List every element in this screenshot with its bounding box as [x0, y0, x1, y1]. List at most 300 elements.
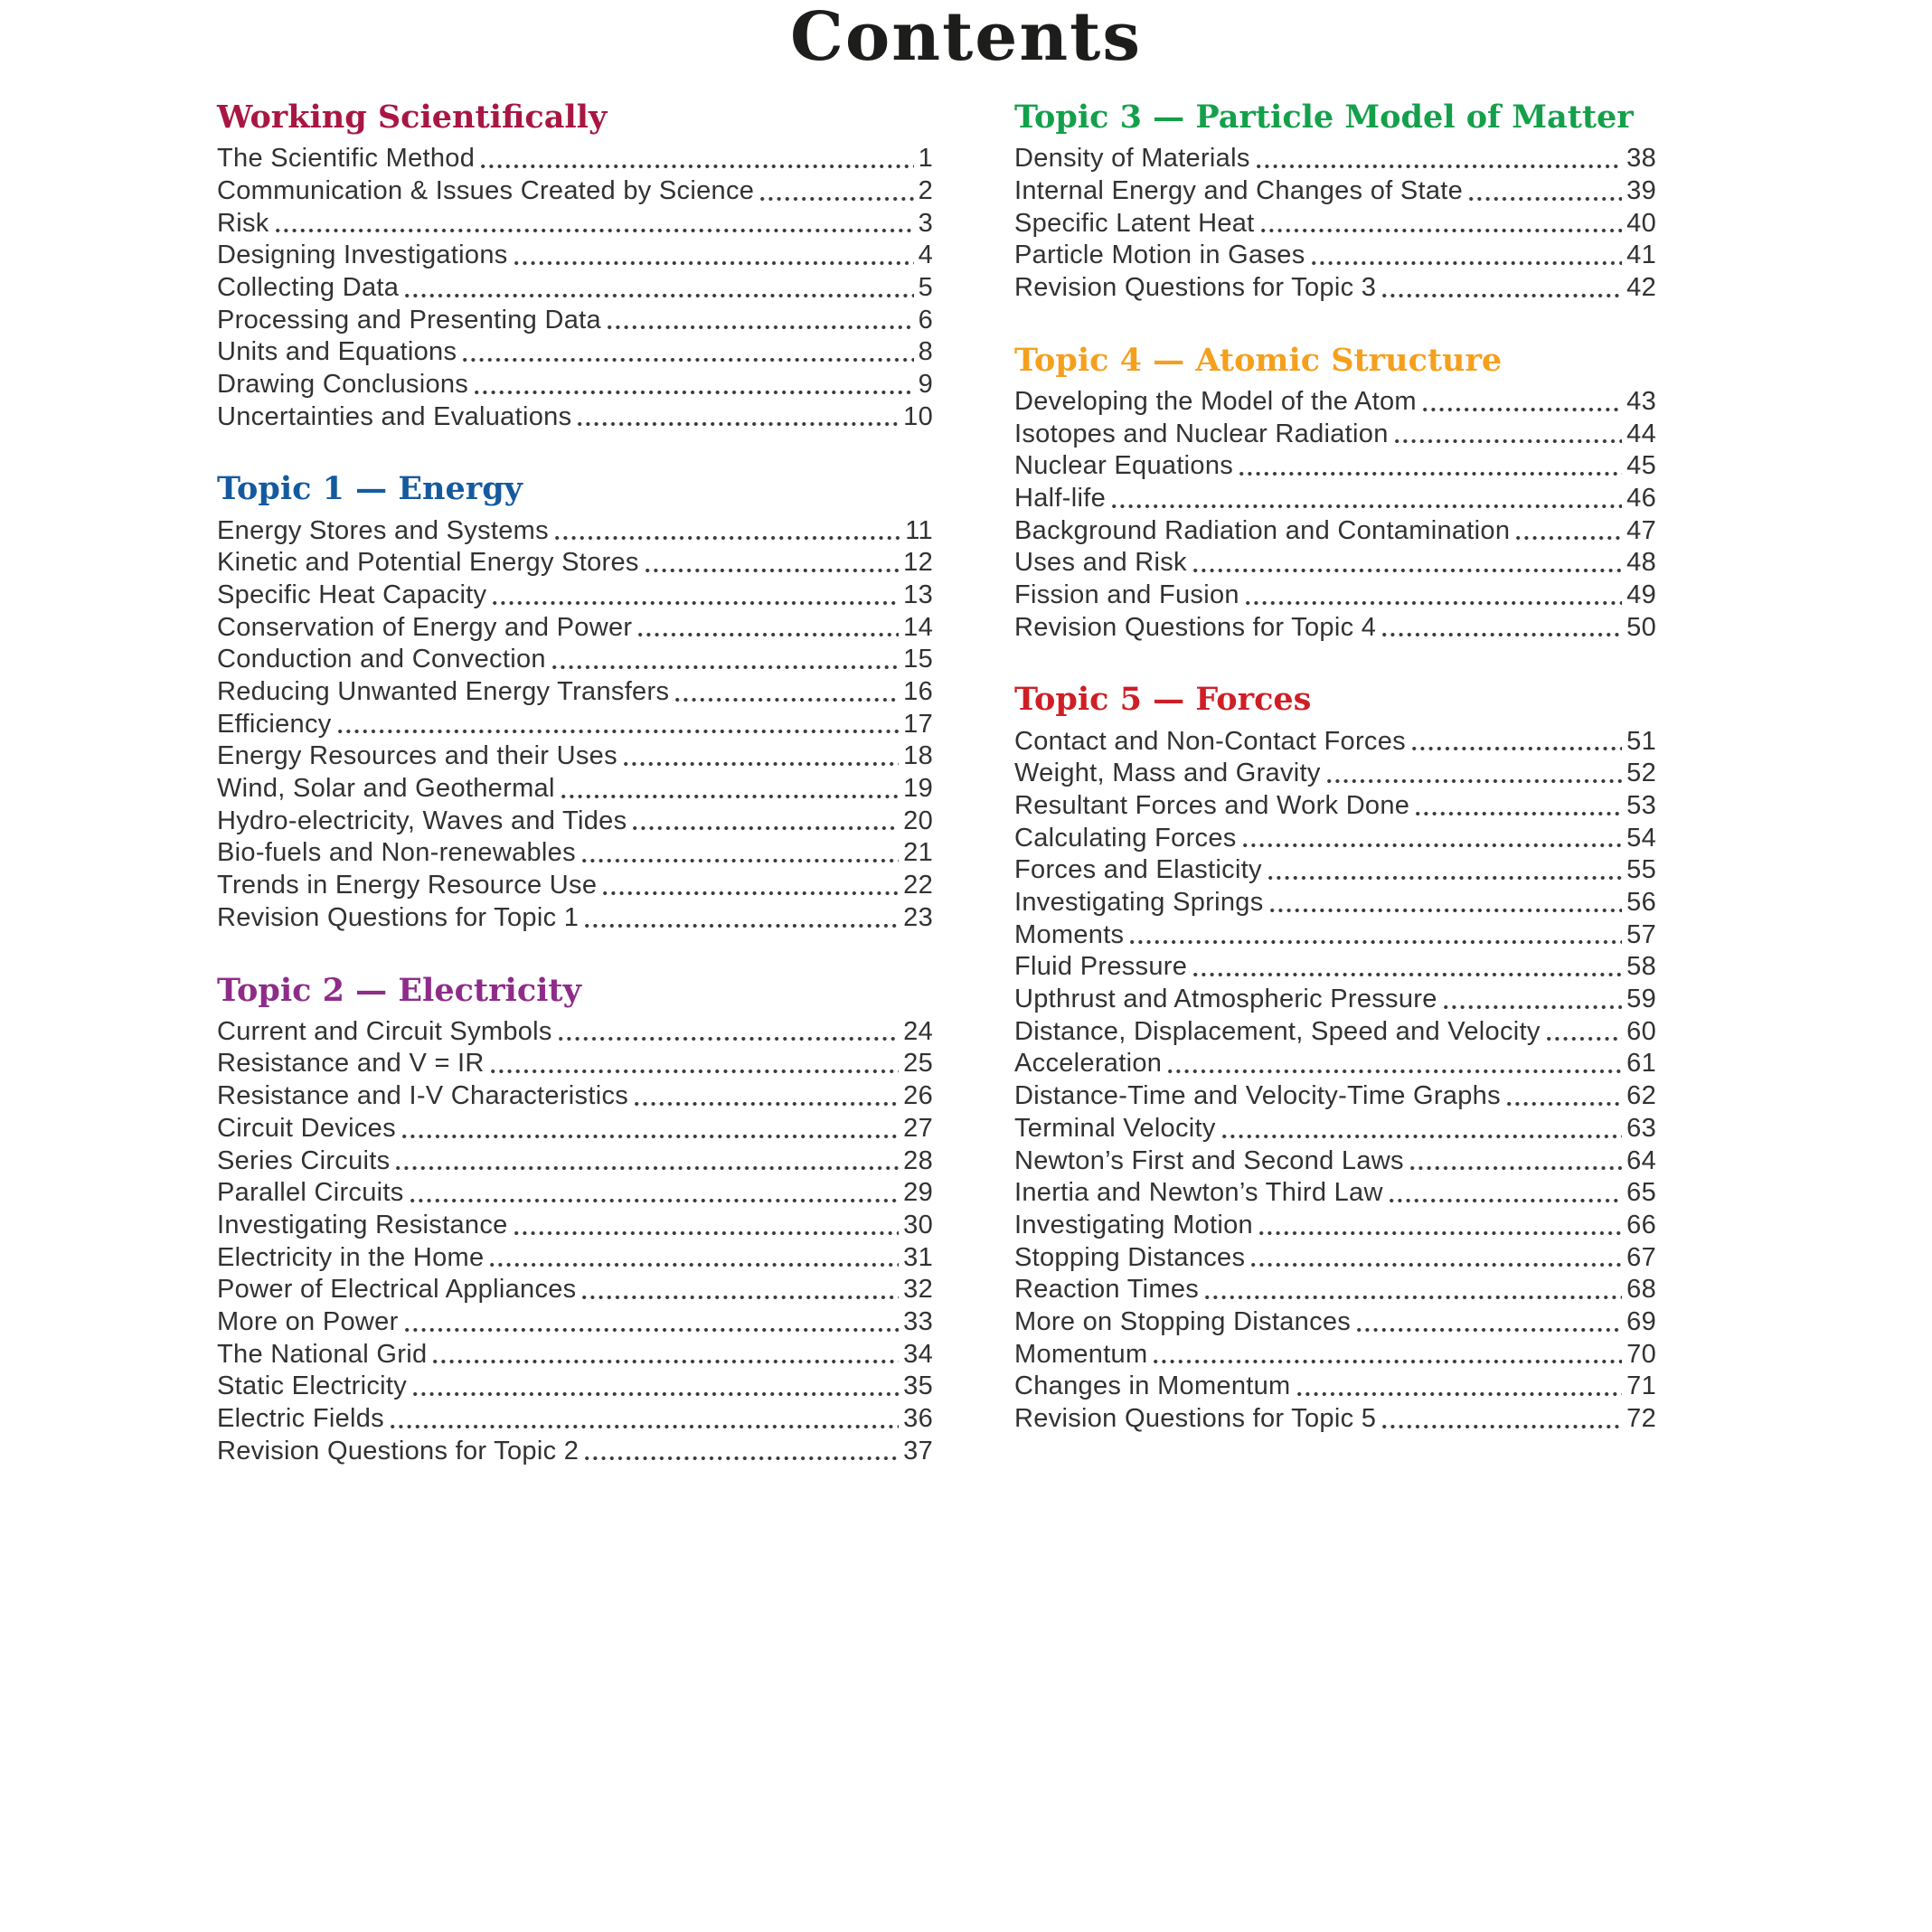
toc-entry-page: 68: [1626, 1275, 1656, 1305]
toc-entry-page: 36: [903, 1404, 933, 1434]
dot-leader: [1270, 908, 1623, 913]
dot-leader: [1423, 407, 1622, 412]
toc-entry: [1014, 450, 1656, 483]
page-title: Contents: [790, 0, 1142, 76]
toc-entry: [217, 240, 933, 272]
dot-leader: [1193, 972, 1622, 977]
toc-entry-label: Developing the Model of the Atom: [1014, 386, 1417, 416]
toc-entry: [1014, 984, 1656, 1016]
toc-entry-page: 23: [903, 902, 933, 932]
section-heading: Working Scientifically: [217, 98, 608, 136]
toc-entry-label: Density of Materials: [1014, 144, 1250, 174]
toc-entry: [217, 870, 933, 902]
toc-entry-label: Forces and Elasticity: [1014, 855, 1262, 885]
section-heading: Topic 3 — Particle Model of Matter: [1014, 98, 1634, 136]
dot-leader: [635, 1101, 899, 1107]
toc-entry-page: 31: [903, 1242, 933, 1272]
toc-entry: [217, 1113, 933, 1145]
toc-entry-page: 13: [903, 580, 933, 609]
toc-entry: [217, 1016, 933, 1049]
toc-entry-label: Background Radiation and Contamination: [1014, 515, 1511, 545]
dot-leader: [405, 293, 913, 298]
toc-entry-page: 53: [1626, 790, 1656, 820]
toc-entry-page: 55: [1626, 855, 1656, 885]
toc-entry: [217, 612, 933, 645]
toc-entry: [217, 902, 933, 935]
toc-entry: [217, 175, 933, 208]
toc-entry-page: 48: [1626, 548, 1656, 578]
toc-entry-page: 12: [903, 548, 933, 578]
dot-leader: [633, 825, 899, 831]
toc-entry-page: 69: [1626, 1306, 1656, 1336]
toc-entry: [217, 1177, 933, 1210]
dot-leader: [1222, 1134, 1622, 1139]
toc-entry-label: More on Power: [217, 1306, 399, 1336]
toc-entry: [217, 515, 933, 548]
dot-leader: [1469, 196, 1622, 202]
dot-leader: [1327, 778, 1622, 784]
toc-entry: [1014, 240, 1656, 272]
toc-entry-label: Resultant Forces and Work Done: [1014, 790, 1410, 820]
toc-entry-page: 20: [903, 806, 933, 835]
toc-entry-label: Revision Questions for Topic 4: [1014, 612, 1377, 642]
toc-entry-label: Collecting Data: [217, 272, 400, 302]
toc-entry: [1014, 419, 1656, 451]
dot-leader: [1259, 1230, 1622, 1236]
toc-entry-page: 1: [918, 144, 933, 174]
toc-entry: [217, 1339, 933, 1371]
dot-leader: [405, 1327, 900, 1333]
toc-entry-label: Newton’s First and Second Laws: [1014, 1145, 1404, 1175]
toc-entry-page: 27: [903, 1113, 933, 1143]
toc-entry: [1014, 208, 1656, 240]
toc-entry-page: 65: [1626, 1178, 1656, 1208]
dot-leader: [582, 1295, 899, 1300]
toc-entry-label: Isotopes and Nuclear Radiation: [1014, 419, 1389, 448]
toc-entry: [1014, 919, 1656, 952]
toc-entry-label: More on Stopping Distances: [1014, 1306, 1352, 1336]
dot-leader: [391, 1424, 899, 1429]
toc-entry: [1014, 726, 1656, 759]
dot-leader: [1297, 1391, 1623, 1397]
toc-entry-page: 9: [918, 369, 933, 399]
dot-leader: [1507, 1101, 1622, 1107]
toc-entry-label: Parallel Circuits: [217, 1178, 404, 1208]
toc-entry-page: 60: [1626, 1016, 1656, 1046]
dot-leader: [413, 1391, 899, 1397]
toc-entry: [217, 272, 933, 305]
toc-entry: [217, 208, 933, 240]
toc-entry-label: Uncertainties and Evaluations: [217, 401, 572, 431]
toc-entry-page: 21: [903, 838, 933, 868]
toc-entry-label: Investigating Motion: [1014, 1210, 1253, 1239]
toc-entry-label: Power of Electrical Appliances: [217, 1275, 577, 1305]
toc-entry: [217, 773, 933, 806]
toc-entry-label: Kinetic and Potential Energy Stores: [217, 548, 639, 578]
toc-entry-label: Resistance and V = IR: [217, 1049, 485, 1079]
toc-entry-label: Terminal Velocity: [1014, 1113, 1216, 1143]
toc-entry-page: 37: [903, 1436, 933, 1465]
toc-entry-label: Nuclear Equations: [1014, 451, 1234, 481]
dot-leader: [1382, 293, 1622, 298]
dot-leader: [475, 390, 913, 395]
dot-leader: [491, 1069, 899, 1074]
toc-entry-label: Bio-fuels and Non-renewables: [217, 838, 576, 868]
dot-leader: [555, 535, 900, 541]
toc-entry-page: 41: [1626, 240, 1656, 270]
dot-leader: [1516, 535, 1622, 541]
toc-entry-label: Calculating Forces: [1014, 823, 1237, 853]
toc-entry-label: Acceleration: [1014, 1049, 1163, 1079]
toc-entry-page: 26: [903, 1081, 933, 1111]
toc-entry-page: 3: [918, 208, 933, 238]
dot-leader: [514, 1230, 900, 1236]
toc-entry-page: 6: [918, 305, 933, 335]
dot-leader: [1390, 1198, 1622, 1203]
toc-entry: [217, 1048, 933, 1080]
dot-leader: [1168, 1069, 1622, 1074]
toc-entry-page: 32: [903, 1275, 933, 1305]
toc-entry-label: Trends in Energy Resource Use: [217, 871, 598, 900]
toc-entry: [217, 1080, 933, 1113]
toc-section: [217, 471, 933, 934]
dot-leader: [1410, 1165, 1622, 1171]
toc-entry: [1014, 951, 1656, 984]
toc-entry-label: Hydro-electricity, Waves and Tides: [217, 806, 627, 835]
toc-entry-page: 38: [1626, 144, 1656, 174]
toc-entry-page: 39: [1626, 175, 1656, 205]
toc-entry-page: 57: [1626, 919, 1656, 949]
toc-entry: [1014, 790, 1656, 823]
toc-entry-page: 2: [918, 175, 933, 205]
toc-entry-label: Upthrust and Atmospheric Pressure: [1014, 985, 1437, 1014]
toc-entry-label: Current and Circuit Symbols: [217, 1016, 552, 1046]
toc-entry-page: 50: [1626, 612, 1656, 642]
toc-entry-page: 42: [1626, 272, 1656, 302]
dot-leader: [578, 421, 899, 427]
toc-entry: [1014, 1080, 1656, 1113]
toc-entry-label: Half-life: [1014, 483, 1106, 513]
toc-entry-page: 8: [918, 337, 933, 367]
dot-leader: [1246, 600, 1622, 606]
toc-entry-label: Specific Heat Capacity: [217, 580, 487, 609]
toc-section: [1014, 343, 1656, 645]
toc-section: [217, 99, 933, 433]
toc-entry: [217, 709, 933, 741]
toc-entry: [1014, 612, 1656, 645]
dot-leader: [1239, 471, 1622, 476]
toc-entry-label: Particle Motion in Gases: [1014, 240, 1305, 270]
dot-leader: [638, 632, 899, 637]
toc-entry: [217, 644, 933, 676]
section-heading: Topic 4 — Atomic Structure: [1014, 341, 1503, 379]
toc-entry: [1014, 580, 1656, 612]
dot-leader: [1416, 811, 1622, 816]
toc-entry: [1014, 1048, 1656, 1080]
toc-entry-page: 18: [903, 741, 933, 771]
toc-entry-page: 70: [1626, 1339, 1656, 1369]
toc-entry: [1014, 1113, 1656, 1145]
toc-entry-label: Conduction and Convection: [217, 645, 546, 674]
dot-leader: [1382, 1424, 1622, 1429]
dot-leader: [1268, 875, 1622, 881]
toc-entry: [1014, 1145, 1656, 1178]
dot-leader: [1444, 1004, 1622, 1010]
toc-entry: [217, 740, 933, 773]
toc-section: [217, 973, 933, 1468]
toc-entry-label: Communication & Issues Created by Science: [217, 175, 755, 205]
toc-entry: [1014, 1339, 1656, 1371]
toc-entry-page: 40: [1626, 208, 1656, 238]
toc-entry-page: 64: [1626, 1145, 1656, 1175]
toc-entry-label: Drawing Conclusions: [217, 369, 469, 399]
toc-entry-label: Energy Stores and Systems: [217, 515, 549, 545]
toc-entry: [217, 1242, 933, 1275]
section-heading: Topic 5 — Forces: [1014, 681, 1312, 719]
dot-leader: [603, 891, 899, 896]
toc-entry: [1014, 1210, 1656, 1242]
toc-entry: [1014, 175, 1656, 208]
toc-entry-page: 63: [1626, 1113, 1656, 1143]
toc-entry-page: 4: [918, 240, 933, 270]
toc-entry-page: 30: [903, 1210, 933, 1239]
dot-leader: [463, 357, 913, 363]
toc-entry-label: Investigating Resistance: [217, 1210, 508, 1239]
dot-leader: [1395, 438, 1623, 444]
toc-entry-label: Designing Investigations: [217, 240, 508, 270]
dot-leader: [1312, 260, 1623, 266]
toc-entry: [1014, 1016, 1656, 1049]
toc-entry-label: Uses and Risk: [1014, 548, 1187, 578]
dot-leader: [561, 794, 899, 799]
toc-entry-label: Reaction Times: [1014, 1275, 1200, 1305]
toc-entry-page: 47: [1626, 515, 1656, 545]
dot-leader: [402, 1134, 899, 1139]
toc-entry-label: Resistance and I-V Characteristics: [217, 1081, 629, 1111]
dot-leader: [1112, 504, 1622, 509]
toc-entry: [217, 806, 933, 838]
toc-entry: [217, 547, 933, 580]
toc-entry-page: 16: [903, 677, 933, 707]
toc-entry-page: 17: [903, 709, 933, 739]
toc-entry: [1014, 1274, 1656, 1306]
toc-entry-label: Revision Questions for Topic 5: [1014, 1404, 1377, 1434]
toc-entry-page: 72: [1626, 1404, 1656, 1434]
toc-entry-label: Changes in Momentum: [1014, 1371, 1291, 1401]
toc-entry-page: 58: [1626, 952, 1656, 982]
toc-entry-page: 22: [903, 871, 933, 900]
toc-entry: [217, 305, 933, 337]
dot-leader: [675, 697, 899, 702]
dot-leader: [1382, 632, 1622, 637]
dot-leader: [1357, 1327, 1622, 1333]
toc-entry: [217, 336, 933, 369]
toc-entry: [217, 837, 933, 870]
toc-entry: [1014, 515, 1656, 548]
dot-leader: [585, 923, 899, 928]
toc-entry-label: Revision Questions for Topic 1: [217, 902, 580, 932]
dot-leader: [1251, 1262, 1622, 1268]
toc-entry-label: Fission and Fusion: [1014, 580, 1239, 609]
toc-entry: [1014, 1306, 1656, 1339]
dot-leader: [582, 858, 899, 863]
toc-entry-label: Processing and Presenting Data: [217, 305, 601, 335]
dot-leader: [410, 1198, 900, 1203]
toc-entry-page: 14: [903, 612, 933, 642]
toc-entry: [217, 369, 933, 401]
dot-leader: [1130, 939, 1622, 945]
toc-entry-page: 45: [1626, 451, 1656, 481]
toc-entry: [1014, 547, 1656, 580]
toc-entry-page: 43: [1626, 386, 1656, 416]
toc-entry-label: Distance, Displacement, Speed and Velocity: [1014, 1016, 1541, 1046]
dot-leader: [760, 196, 913, 202]
dot-leader: [646, 568, 899, 573]
toc-entry-page: 54: [1626, 823, 1656, 853]
dot-leader: [396, 1165, 899, 1171]
toc-entry-label: Contact and Non-Contact Forces: [1014, 726, 1406, 756]
toc-entry: [1014, 758, 1656, 790]
toc-entry-page: 5: [918, 272, 933, 302]
toc-entry-label: Efficiency: [217, 709, 332, 739]
toc-entry: [1014, 143, 1656, 175]
toc-entry-page: 71: [1626, 1371, 1656, 1401]
toc-section: [1014, 99, 1656, 305]
toc-entry-page: 35: [903, 1371, 933, 1401]
toc-entry-label: Series Circuits: [217, 1145, 391, 1175]
toc-entry-label: Reducing Unwanted Energy Transfers: [217, 677, 670, 707]
toc-entry-page: 49: [1626, 580, 1656, 609]
dot-leader: [1205, 1295, 1622, 1300]
toc-entry-page: 62: [1626, 1081, 1656, 1111]
toc-entry: [217, 1274, 933, 1306]
dot-leader: [1412, 746, 1622, 751]
toc-entry: [1014, 483, 1656, 515]
toc-entry-label: Circuit Devices: [217, 1113, 396, 1143]
column-left: [217, 99, 933, 1468]
toc-columns: [0, 99, 1932, 1468]
toc-entry-label: Units and Equations: [217, 337, 457, 367]
toc-entry-label: Momentum: [1014, 1339, 1148, 1369]
toc-entry: [217, 1145, 933, 1178]
toc-entry-label: The National Grid: [217, 1339, 428, 1369]
dot-leader: [585, 1456, 899, 1461]
dot-leader: [1257, 164, 1622, 169]
toc-entry-page: 11: [905, 515, 933, 545]
toc-entry: [217, 1210, 933, 1242]
dot-leader: [1193, 568, 1622, 573]
toc-entry-label: Investigating Springs: [1014, 888, 1264, 918]
toc-entry-label: Internal Energy and Changes of State: [1014, 175, 1464, 205]
toc-entry-page: 33: [903, 1306, 933, 1336]
toc-entry-label: The Scientific Method: [217, 144, 476, 174]
toc-entry-page: 34: [903, 1339, 933, 1369]
toc-entry-label: Energy Resources and their Uses: [217, 741, 617, 771]
toc-entry: [1014, 1242, 1656, 1275]
toc-entry-page: 46: [1626, 483, 1656, 513]
toc-entry: [217, 401, 933, 434]
toc-entry: [1014, 823, 1656, 855]
toc-entry-label: Electricity in the Home: [217, 1242, 485, 1272]
toc-entry: [1014, 887, 1656, 919]
section-heading: Topic 2 — Electricity: [217, 971, 581, 1009]
toc-entry-page: 59: [1626, 985, 1656, 1014]
toc-entry-page: 29: [903, 1178, 933, 1208]
toc-entry-label: Distance-Time and Velocity-Time Graphs: [1014, 1081, 1501, 1111]
toc-entry-label: Revision Questions for Topic 3: [1014, 272, 1377, 302]
toc-entry-page: 52: [1626, 759, 1656, 788]
toc-entry-label: Moments: [1014, 919, 1125, 949]
dot-leader: [1261, 228, 1623, 233]
toc-entry: [1014, 854, 1656, 887]
toc-entry-label: Risk: [217, 208, 269, 238]
dot-leader: [433, 1359, 899, 1364]
toc-entry: [217, 1403, 933, 1436]
toc-entry: [1014, 1371, 1656, 1403]
toc-entry-page: 44: [1626, 419, 1656, 448]
dot-leader: [276, 228, 914, 233]
toc-section: [1014, 682, 1656, 1435]
toc-entry-page: 61: [1626, 1049, 1656, 1079]
toc-entry: [1014, 272, 1656, 305]
toc-entry-label: Weight, Mass and Gravity: [1014, 759, 1321, 788]
toc-entry-page: 56: [1626, 888, 1656, 918]
toc-entry: [217, 1436, 933, 1468]
toc-entry-page: 15: [903, 645, 933, 674]
dot-leader: [1243, 843, 1623, 848]
toc-entry-page: 67: [1626, 1242, 1656, 1272]
column-right: [1014, 99, 1656, 1468]
toc-entry: [217, 676, 933, 709]
dot-leader: [1547, 1036, 1623, 1041]
toc-entry: [217, 143, 933, 175]
toc-entry-label: Revision Questions for Topic 2: [217, 1436, 580, 1465]
toc-entry-page: 19: [903, 774, 933, 804]
toc-entry-label: Specific Latent Heat: [1014, 208, 1255, 238]
toc-entry: [217, 1371, 933, 1403]
toc-entry: [1014, 1403, 1656, 1436]
section-heading: Topic 1 — Energy: [217, 470, 523, 508]
toc-entry: [217, 1306, 933, 1339]
toc-entry-label: Fluid Pressure: [1014, 952, 1188, 982]
toc-entry: [217, 580, 933, 612]
toc-entry-page: 66: [1626, 1210, 1656, 1239]
toc-entry-label: Stopping Distances: [1014, 1242, 1246, 1272]
dot-leader: [624, 761, 899, 767]
toc-entry-page: 51: [1626, 726, 1656, 756]
toc-entry-label: Inertia and Newton’s Third Law: [1014, 1178, 1383, 1208]
dot-leader: [481, 164, 913, 169]
dot-leader: [1154, 1359, 1622, 1364]
toc-entry: [1014, 386, 1656, 419]
toc-entry-label: Conservation of Energy and Power: [217, 612, 633, 642]
dot-leader: [493, 600, 899, 606]
dot-leader: [490, 1262, 899, 1268]
toc-entry-page: 25: [903, 1049, 933, 1079]
toc-entry-page: 10: [903, 401, 933, 431]
toc-entry-page: 28: [903, 1145, 933, 1175]
dot-leader: [514, 260, 914, 266]
toc-entry: [1014, 1177, 1656, 1210]
toc-entry-label: Electric Fields: [217, 1404, 384, 1434]
dot-leader: [559, 1036, 899, 1041]
toc-entry-page: 24: [903, 1016, 933, 1046]
dot-leader: [552, 664, 899, 670]
toc-entry-label: Static Electricity: [217, 1371, 408, 1401]
dot-leader: [338, 729, 900, 734]
dot-leader: [608, 325, 914, 330]
toc-entry-label: Wind, Solar and Geothermal: [217, 774, 555, 804]
